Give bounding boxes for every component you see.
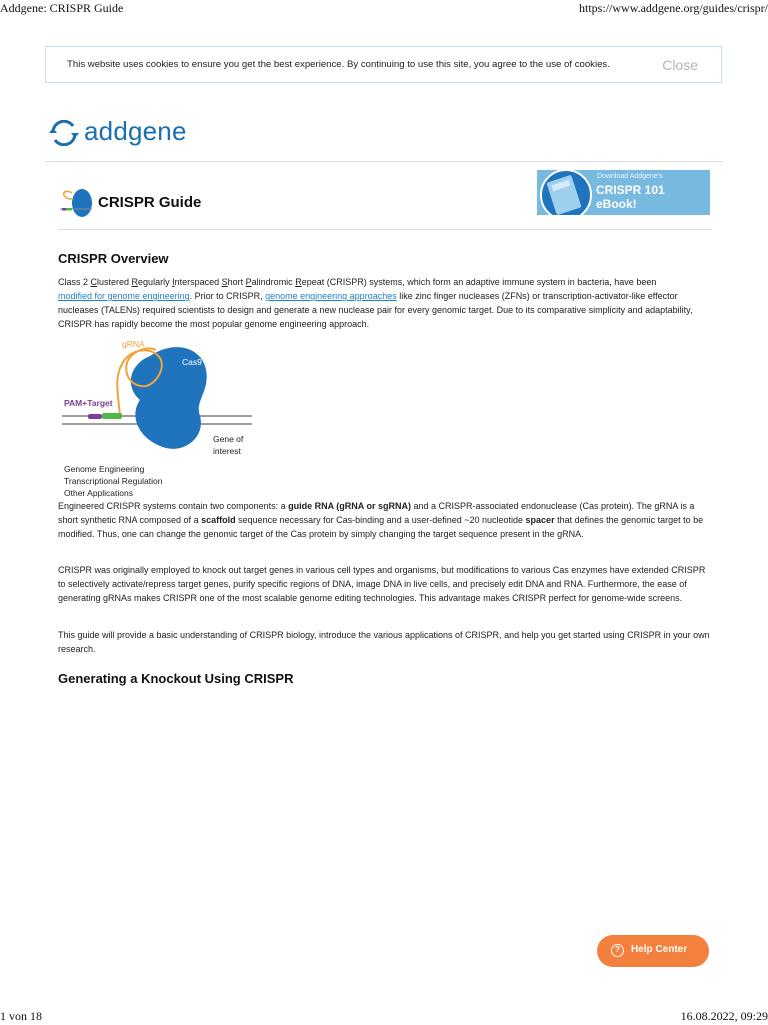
overview-paragraph-4: This guide will provide a basic understanding of CRISPR biology, introduce the various applications of CRISPR, and help you get started using CRISPR in your own research. (58, 630, 710, 655)
ebook-cover-icon (539, 170, 593, 215)
question-circle-icon: ? (611, 944, 624, 957)
diagram-label-pam-target: PAM+Target (64, 398, 113, 408)
print-footer (0, 1009, 768, 1025)
link-genome-engineering-approaches[interactable]: genome engineering approaches (265, 291, 397, 302)
application-item: Transcriptional Regulation (64, 475, 163, 486)
print-page-url: https://www.addgene.org/guides/crispr/ (579, 1, 768, 15)
addgene-logo-icon (47, 120, 81, 146)
diagram-applications-list (64, 464, 162, 499)
ebook-line1: Download Addgene's (597, 173, 663, 180)
application-item: Genome Engineering (64, 464, 145, 474)
application-item: Other Applications (64, 487, 133, 498)
diagram-label-grna: gRNA (122, 339, 145, 349)
section-heading-knockout: Generating a Knockout Using CRISPR (58, 671, 294, 686)
print-page-title: Addgene: CRISPR Guide (0, 1, 124, 15)
ebook-line2 (596, 183, 665, 211)
pam-segment (88, 414, 102, 419)
cookie-message: This website uses cookies to ensure you get the best experience. By continuing to use this site, you agree to the use of cookies. (67, 59, 610, 70)
overview-paragraph-3: CRISPR was originally employed to knock out target genes in various cell types and organisms, but modifications to various Cas enzymes have extended CRISPR to selectively activate/repress target genes, purify specific regions of DNA, image DNA in live cells, and precisely edit DNA and RNA. Furthermore, the ease of generating gRNAs makes CRISPR one of the most scalable genome editing technologies. This advantage makes CRISPR perfect for genome-wide screens. (58, 565, 706, 604)
cookie-close-button[interactable]: Close (662, 57, 698, 73)
print-page-number: 1 von 18 (0, 1009, 42, 1023)
page-title: CRISPR Guide (98, 194, 202, 211)
crispr-guide-icon (58, 185, 96, 221)
gene-line-2: interest (213, 446, 241, 456)
cookie-banner (45, 46, 722, 83)
title-divider (58, 229, 711, 230)
overview-paragraph-1: Class 2 Clustered Regularly Interspaced Short Palindromic Repeat (CRISPR) systems, which form an adaptive immune system in bacteria, have been modified for genome engineering. Prior to CRISPR, genome engineering approaches like zinc finger nucleases (ZFNs) or transcription-activator-like effector nucleases (TALENs) required scientists to design and generate a new nuclease pair for every genomic target. Due to its comparative simplicity and adaptability, CRISPR has rapidly become the most popular genome engineering approach. (58, 277, 693, 330)
print-header (0, 1, 768, 17)
diagram-label-cas9: Cas9 (182, 357, 202, 367)
ebook-line3-text: eBook! (596, 197, 637, 211)
link-modified-for-genome-engineering[interactable]: modified for genome engineering (58, 291, 190, 302)
gene-line-1: Gene of (213, 434, 244, 444)
help-center-button[interactable] (597, 935, 709, 967)
help-center-label: Help Center (631, 944, 688, 955)
ebook-line2-text: CRISPR 101 (596, 183, 665, 197)
print-datetime: 16.08.2022, 09:29 (680, 1009, 768, 1023)
header-divider (45, 161, 723, 162)
diagram-label-gene (213, 433, 243, 457)
section-heading-overview: CRISPR Overview (58, 251, 169, 266)
overview-paragraph-2: Engineered CRISPR systems contain two components: a guide RNA (gRNA or sgRNA) and a CRISPR-associated endonuclease (Cas protein). The gRNA is a short synthetic RNA composed of a scaffold sequence necessary for Cas-binding and a user-defined ~20 nucleotide spacer that defines the genomic target to be modified. Thus, one can change the genomic target of the Cas protein by simply changing the target sequence present in the gRNA. (58, 501, 704, 540)
ebook-download-banner[interactable] (537, 170, 710, 215)
target-segment (102, 413, 122, 419)
addgene-logo[interactable] (47, 116, 247, 150)
addgene-wordmark: addgene (84, 116, 187, 146)
